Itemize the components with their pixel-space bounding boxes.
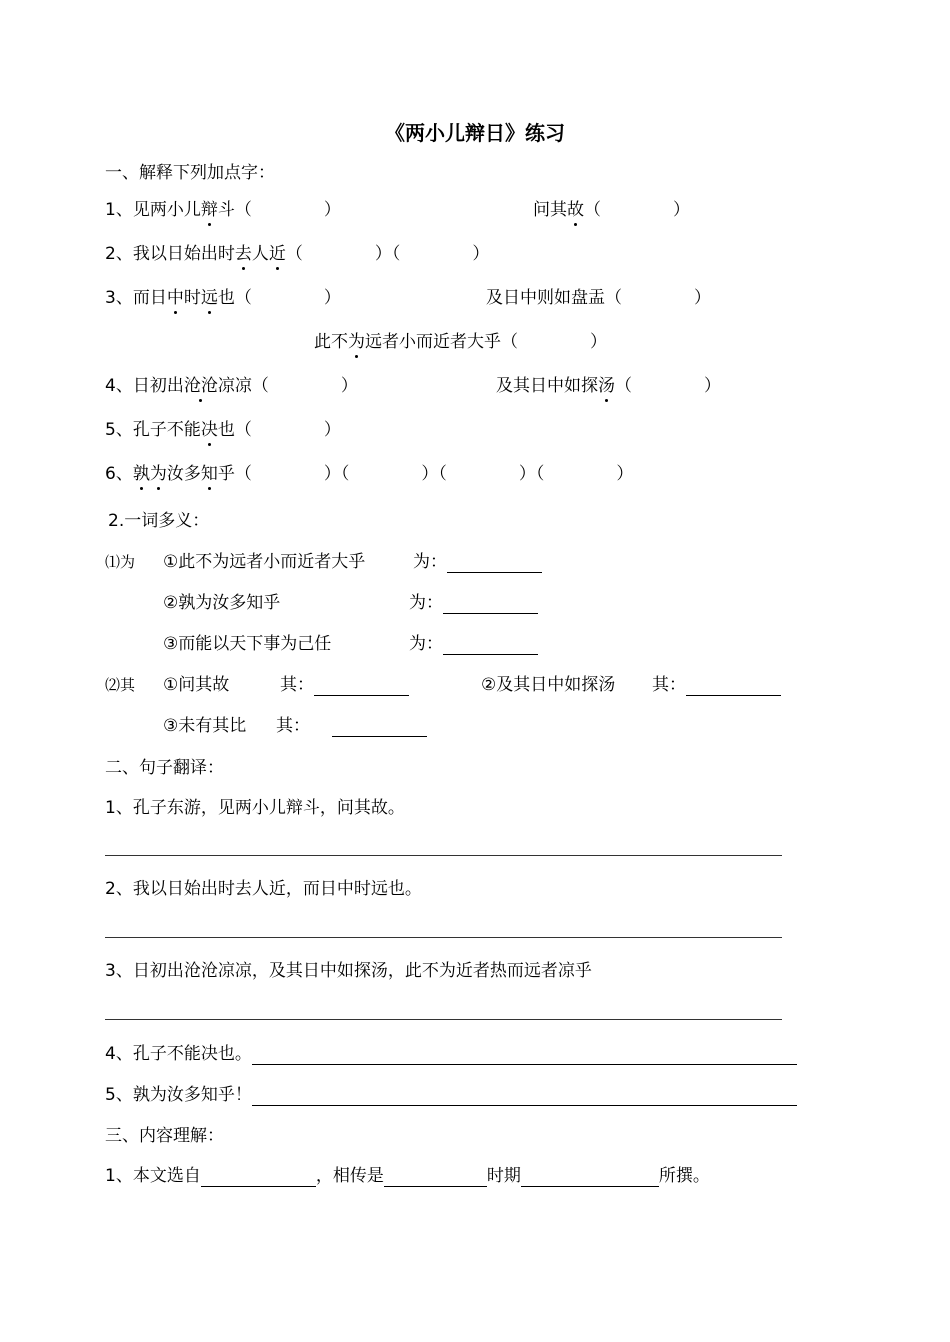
answer-label: 为： bbox=[409, 592, 538, 614]
translation-item: 5、孰为汝多知乎！ bbox=[105, 1084, 797, 1106]
answer-blank[interactable] bbox=[521, 1169, 659, 1187]
q6: 6、孰为汝多知乎（ ）（ ）（ ）（ ） bbox=[105, 464, 634, 484]
dotted-char: 知 bbox=[200, 464, 218, 484]
q1-1: 1、见两小儿辩斗（ ） bbox=[105, 200, 341, 220]
answer-label: 为： bbox=[409, 633, 538, 655]
dotted-char: 决 bbox=[200, 420, 218, 440]
q5: 5、孔子不能决也（ ） bbox=[105, 420, 341, 440]
answer-line[interactable] bbox=[105, 1019, 782, 1020]
answer-blank[interactable] bbox=[332, 719, 427, 737]
dotted-char: 辩 bbox=[200, 200, 218, 220]
answer-blank[interactable] bbox=[686, 678, 781, 696]
polysemy-label-qi: ⑵其 bbox=[105, 676, 136, 694]
q3-3: 此不为远者小而近者大乎（ ） bbox=[314, 332, 607, 352]
polysemy-label-wei: ⑴为 bbox=[105, 553, 136, 571]
dotted-char: 沧沧 bbox=[183, 376, 218, 396]
answer-blank[interactable] bbox=[252, 1047, 797, 1065]
translation-item: 3、日初出沧沧凉凉，及其日中如探汤，此不为近者热而远者凉乎 bbox=[105, 961, 592, 981]
answer-blank[interactable] bbox=[384, 1169, 487, 1187]
answer-line[interactable] bbox=[105, 855, 782, 856]
q2: 2、我以日始出时去人近（ ）（ ） bbox=[105, 244, 490, 264]
polysemy-item: ①问其故 bbox=[163, 675, 230, 695]
polysemy-item: ①此不为远者小而近者大乎 bbox=[163, 552, 366, 572]
answer-blank[interactable] bbox=[252, 1088, 797, 1106]
section2-heading: 二、句子翻译： bbox=[105, 758, 224, 778]
answer-label: 其： bbox=[652, 674, 781, 696]
dotted-char: 为 bbox=[348, 332, 365, 352]
answer-blank[interactable] bbox=[447, 555, 542, 573]
polysemy-item: ③未有其比 bbox=[163, 716, 247, 736]
answer-label: 其： bbox=[280, 674, 409, 696]
dotted-char: 远 bbox=[200, 288, 218, 308]
dotted-char: 为 bbox=[149, 464, 167, 484]
polysemy-heading: 2.一词多义： bbox=[108, 511, 210, 531]
q3-1: 3、而日中时远也（ ） bbox=[105, 288, 341, 308]
section3-heading: 三、内容理解： bbox=[105, 1126, 224, 1146]
polysemy-item: ②孰为汝多知乎 bbox=[163, 593, 281, 613]
comprehension-item: 1、本文选自 ，相传是 时期 所撰。 bbox=[105, 1166, 710, 1186]
answer-blank[interactable] bbox=[443, 637, 538, 655]
q4-2: 及其日中如探汤（ ） bbox=[496, 376, 721, 396]
dotted-char: 近 bbox=[268, 244, 286, 264]
answer-label: 其： bbox=[276, 715, 427, 737]
section1-heading: 一、解释下列加点字： bbox=[105, 163, 275, 183]
answer-line[interactable] bbox=[105, 937, 782, 938]
polysemy-item: ③而能以天下事为己任 bbox=[163, 634, 332, 654]
answer-label: 为： bbox=[413, 551, 542, 573]
answer-blank[interactable] bbox=[314, 678, 409, 696]
translation-item: 4、孔子不能决也。 bbox=[105, 1043, 797, 1065]
dotted-char: 故 bbox=[567, 200, 584, 220]
worksheet-title: 《两小儿辩日》练习 bbox=[385, 121, 565, 145]
answer-blank[interactable] bbox=[443, 596, 538, 614]
q3-2: 及日中则如盘盂（ ） bbox=[486, 288, 711, 308]
answer-blank[interactable] bbox=[201, 1169, 316, 1187]
translation-item: 2、我以日始出时去人近，而日中时远也。 bbox=[105, 879, 422, 899]
q4-1: 4、日初出沧沧凉凉（ ） bbox=[105, 376, 358, 396]
translation-item: 1、孔子东游，见两小儿辩斗，问其故。 bbox=[105, 798, 405, 818]
dotted-char: 去 bbox=[234, 244, 252, 264]
dotted-char: 汤 bbox=[598, 376, 615, 396]
dotted-char: 孰 bbox=[132, 464, 150, 484]
polysemy-item: ②及其日中如探汤 bbox=[481, 675, 616, 695]
dotted-char: 中 bbox=[166, 288, 184, 308]
q1-2: 问其故（ ） bbox=[533, 200, 690, 220]
